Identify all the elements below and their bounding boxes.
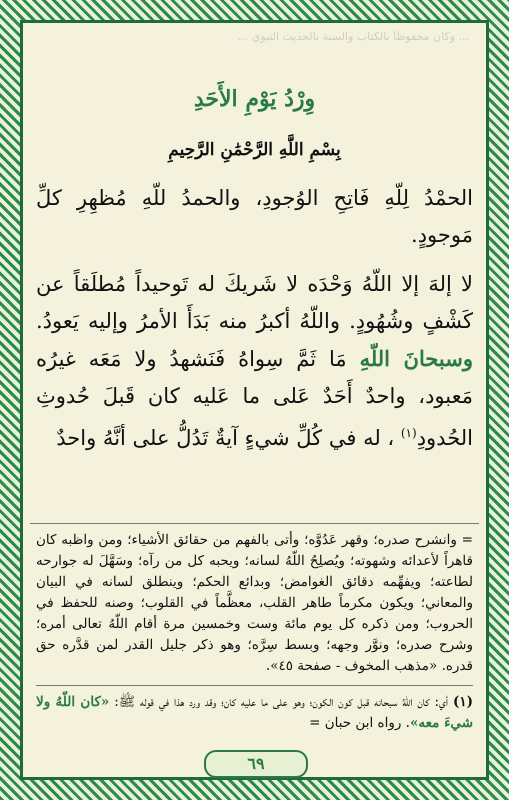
bleed-through-text: ... وكان محفوظاً بالكتاب والسنة بالحديث النبوي ... [237, 30, 469, 43]
section-title: وِرْدُ يَوْمِ الأَحَدِ [193, 86, 316, 112]
footnote-1 [36, 692, 473, 734]
hadith-quote: «كان اللّهُ ولا شيءَ معه» [36, 694, 473, 731]
footnote-divider [30, 523, 479, 524]
footnote-reference[interactable]: (١) [400, 426, 417, 440]
footnote-1-number: (١) [452, 694, 473, 710]
footnotes [36, 530, 473, 740]
page-number: ٦٩ [204, 750, 308, 778]
paragraph-2-part-c: ، له في كُلِّ شيءٍ آيةٌ تَدُلُّ على أنَّهُ واحدٌ [56, 426, 401, 450]
paragraph-2-part-b: مَا ثَمَّ سِواهُ فَنَشهدُ ولا مَعَه غيرُه مَعبود، واحدٌ أَحَدٌ عَلى ما عَليه كان قَبلَ حُدوثِ الحُدودِ [36, 347, 473, 450]
footnote-separator [36, 685, 473, 686]
basmala: بِسْمِ اللَّهِ الرَّحْمَٰنِ الرَّحِيمِ [168, 140, 341, 160]
highlighted-phrase: وسبحانَ اللّهِ [359, 346, 473, 371]
paragraph-1: الحمْدُ لِلّهِ فَاتِحِ الوُجودِ، والحمدُ للّهِ مُظهِرِ كلِّ مَوجودٍ. [36, 186, 473, 247]
page-content [30, 30, 479, 773]
main-text [36, 180, 473, 469]
footnote-continuation: = وانشرح صدره؛ وقهر عَدُوَّه؛ وأتى بالفهم من حقائق الأشياء؛ ومن واظبه كان قاهراً لأعدائه وشهوته؛ ويُصلِحُ اللّهُ لسانه؛ ويحبه كل من رآه؛ وسَهَّلَ له جوارحه لطاعته؛ ويفهِّمه دقائق الغوامض؛ وبدائع الحكم؛ وينطلق لسانه في البيان والمعاني؛ ويكون مكرماً طاهر القلب، معظَّماً في القلوب؛ وصنه للحفظ في الحروب؛ ومن ذكره كل يوم مائة وست وخمسين مرة أقام اللّهُ تعالى أمره؛ وشرح صدره؛ ونوَّر وجهه؛ وبسط سِرَّه؛ وهو ذكر جليل القدر لمن قدَّره حق قدره. «مذهب المخوف - صفحة ٤٥». [36, 532, 473, 674]
footnote-1-text-b: . رواه ابن حبان = [309, 715, 410, 731]
paragraph-2-part-a: لا إلهَ إلا اللّهُ وَحْدَه لا شَريكَ له تَوحيداً مُطلَقاً عن كَشْفٍ وشُهُودٍ. واللّهُ أكبرُ منه بَدَأَ الأمرُ وإليه يَعودُ. [36, 272, 473, 333]
footnote-1-text-a: أي: كان اللّهُ سبحانه قبل كون الكون؛ وهو على ما عليه كان؛ وقد ورد هذا في قوله ﷺ: [109, 694, 449, 710]
paragraph-2 [36, 266, 473, 457]
